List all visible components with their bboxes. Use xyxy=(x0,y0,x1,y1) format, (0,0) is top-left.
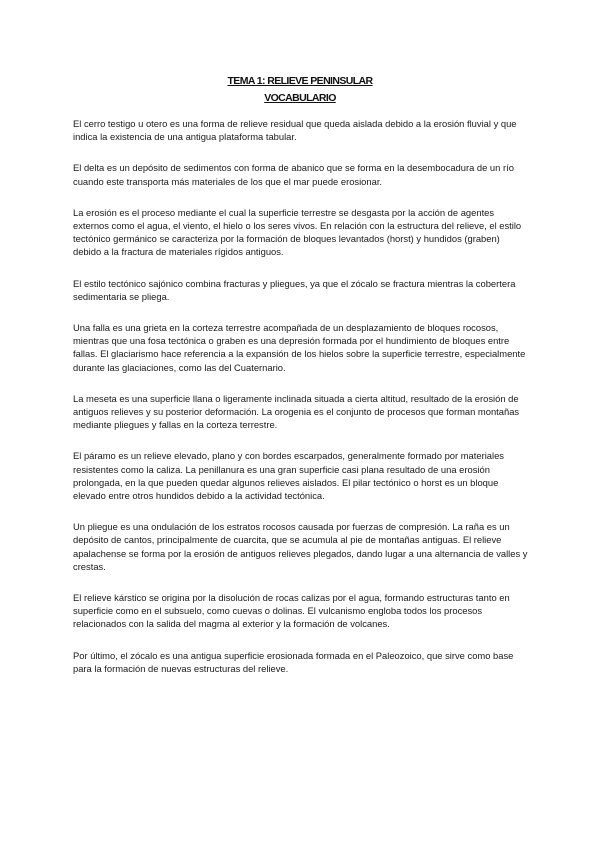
document-body xyxy=(73,117,529,693)
paragraph-paramo: El páramo es un relieve elevado, plano y con bordes escarpados, generalmente formado por materiales resistentes como la caliza. La penillanura es una gran superficie casi plana resultado de una erosión prolongada, en la que pueden quedar algunos relieves aislados. El pilar tectónico o horst es un bloque elevado entre otros hundidos debido a la actividad tectónica. xyxy=(73,450,504,502)
document-subtitle: VOCABULARIO xyxy=(264,92,336,104)
paragraph-erosion: La erosión es el proceso mediante el cual la superficie terrestre se desgasta por la acción de agentes externos como el agua, el viento, el hielo o los seres vivos. En relación con la estructura del relieve, el estilo tectónico germánico se caracteriza por la formación de bloques levantados (horst) y hundidos (graben) debido a la fractura de materiales rígidos antiguos. xyxy=(73,206,522,258)
paragraph-falla: Una falla es una grieta en la corteza terrestre acompañada de un desplazamiento de bloques rocosos, mientras que una fosa tectónica o graben es una depresión formada por el hundimiento de bloques entre fallas. El glaciarismo hace referencia a la expansión de los hielos sobre la superficie terrestre, especialmente durante las glaciaciones, como las del Cuaternario. xyxy=(73,322,526,373)
document-title: TEMA 1: RELIEVE PENINSULAR xyxy=(227,75,373,87)
paragraph-estilo-sajonico: El estilo tectónico sajónico combina fracturas y pliegues, ya que el zócalo se fractura mientras la cobertera sedimentaria se pliega. xyxy=(73,277,516,302)
paragraph-zocalo: Por último, el zócalo es una antigua superficie erosionada formada en el Paleozoico, que sirve como base para la formación de nuevas estructuras del relieve. xyxy=(73,649,514,674)
paragraph-cerro-testigo: El cerro testigo u otero es una forma de relieve residual que queda aislada debido a la erosión fluvial y que indica la existencia de una antigua plataforma tabular. xyxy=(73,118,517,143)
paragraph-delta: El delta es un depósito de sedimentos con forma de abanico que se forma en la desembocadura de un río cuando este transporta más materiales de los que el mar puede erosionar. xyxy=(73,162,514,187)
paragraph-meseta: La meseta es una superficie llana o ligeramente inclinada situada a cierta altitud, resultado de la erosión de antiguos relieves y su posterior deformación. La orogenia es el conjunto de procesos que forman montañas mediante pliegues y fallas en la corteza terrestre. xyxy=(73,392,520,431)
paragraph-karstico: El relieve kárstico se origina por la disolución de rocas calizas por el agua, formando estructuras tanto en superficie como en el subsuelo, como cuevas o dolinas. El vulcanismo engloba todos los procesos relacionados con la salida del magma al exterior y la formación de volcanes. xyxy=(73,592,510,630)
paragraph-pliegue: Un pliegue es una ondulación de los estratos rocosos causada por fuerzas de compresión. La raña es un depósito de cantos, principalmente de cuarcita, que se acumula al pie de montañas antiguas. El relieve apalachense se forma por la erosión de antiguos relieves plegados, dando lugar a una alternancia de valles y crestas. xyxy=(73,521,528,572)
